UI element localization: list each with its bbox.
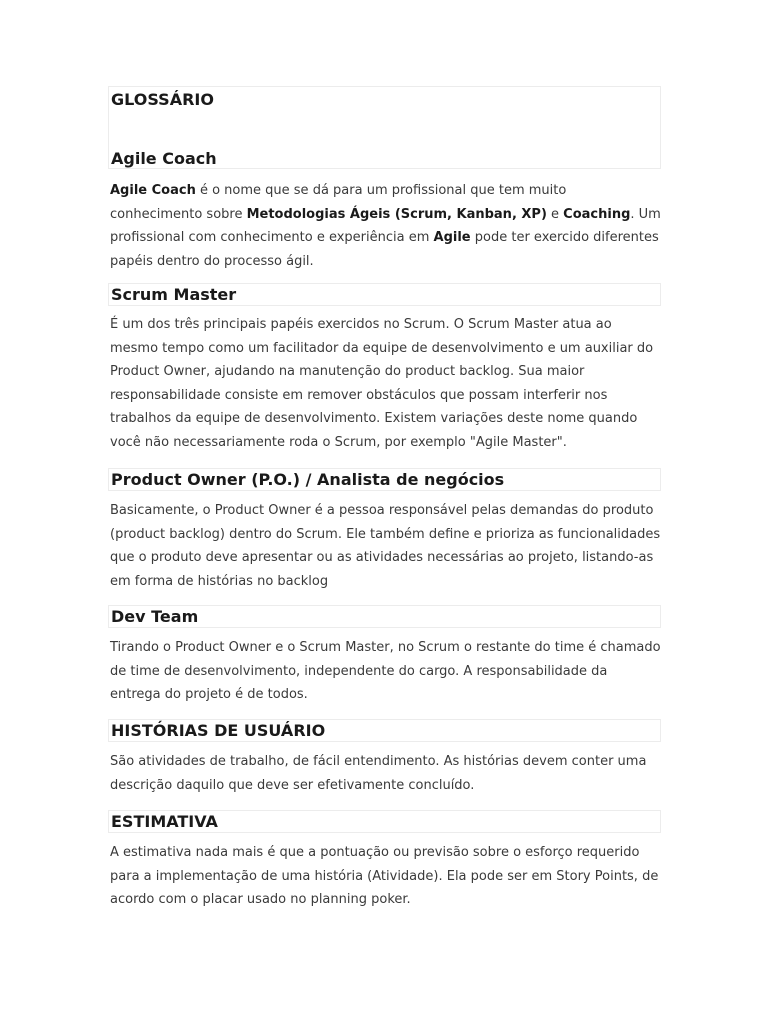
section-scrum-master [108,283,661,454]
heading-historias-de-usuario: HISTÓRIAS DE USUÁRIO [108,719,661,742]
paragraph-dev-team: Tirando o Product Owner e o Scrum Master, no Scrum o restante do time é chamado de time de desenvolvimento, independente do cargo. A responsabilidade da entrega do projeto é de todos. [110,640,661,702]
bold-term: Agile Coach [110,183,196,198]
paragraph-agile-coach [108,179,661,273]
section-product-owner [108,468,661,593]
heading-dev-team: Dev Team [108,605,661,628]
text-run: . Um profissional com conhecimento e experiência em [110,206,661,245]
document-title: GLOSSÁRIO [111,90,214,109]
section-agile-coach [108,179,661,273]
title-block [108,86,661,169]
text-run: e [546,206,564,222]
heading-product-owner: Product Owner (P.O.) / Analista de negócios [108,468,661,491]
heading-agile-coach: Agile Coach [111,149,217,168]
paragraph-product-owner: Basicamente, o Product Owner é a pessoa responsável pelas demandas do produto (product backlog) dentro do Scrum. Ele também define e prioriza as funcionalidades que o produto deve apresentar ou as atividades necessárias ao projeto, listando-as em forma de histórias no backlog [110,503,661,589]
paragraph-scrum-master: É um dos três principais papéis exercidos no Scrum. O Scrum Master atua ao mesmo tempo como um facilitador da equipe de desenvolvimento e um auxiliar do Product Owner, ajudando na manutenção do product backlog. Sua maior responsabilidade consiste em remover obstáculos que possam interferir nos trabalhos da equipe de desenvolvimento. Existem variações deste nome quando você não necessariamente roda o Scrum, por exemplo "Agile Master". [110,317,654,450]
paragraph-historias-de-usuario: São atividades de trabalho, de fácil entendimento. As histórias devem conter uma descrição daquilo que deve ser efetivamente concluído. [110,754,647,793]
text-run: é o nome que se dá para um profissional que tem muito conhecimento sobre [110,183,567,222]
heading-scrum-master: Scrum Master [108,283,661,306]
bold-term: Coaching [563,206,631,222]
section-historias-de-usuario [108,719,661,797]
bold-term: Metodologias Ágeis (Scrum, Kanban, XP) [246,206,547,222]
bold-term: Agile [433,230,471,245]
document-page [108,86,661,907]
heading-estimativa: ESTIMATIVA [108,810,661,833]
text-run: pode ter exercido diferentes papéis dentro do processo ágil. [110,230,659,269]
section-estimativa [108,810,661,912]
section-dev-team [108,605,661,707]
paragraph-estimativa: A estimativa nada mais é que a pontuação ou previsão sobre o esforço requerido para a implementação de uma história (Atividade). Ela pode ser em Story Points, de acordo com o placar usado no planning poker. [110,845,659,907]
